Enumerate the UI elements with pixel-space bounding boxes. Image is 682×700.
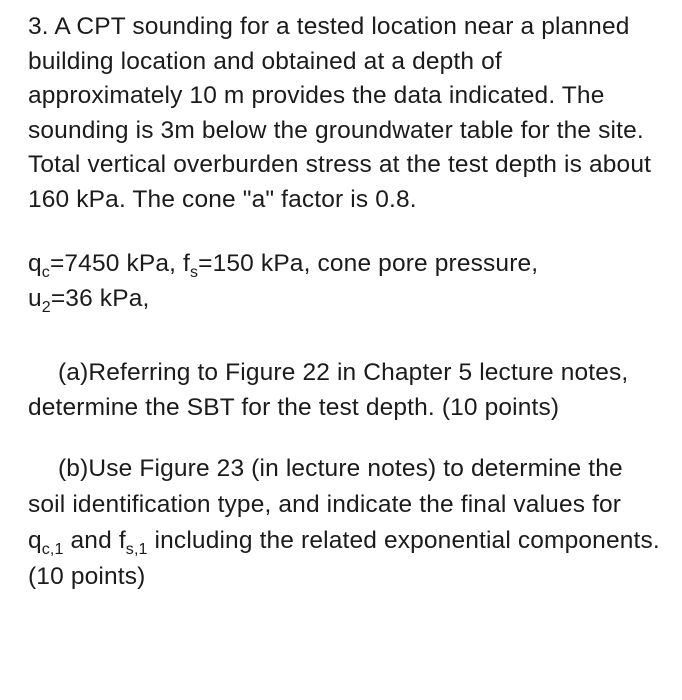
fs1-subscript: s,1 — [125, 541, 148, 558]
part-a-text: (a)Referring to Figure 22 in Chapter 5 lecture notes, determine the SBT for the test depth. (10 points) — [28, 359, 629, 421]
u2-value: =36 kPa, — [50, 284, 150, 312]
fs-symbol: f — [183, 250, 191, 277]
part-b-text-1: (b)Use Figure 23 (in lecture notes) to determine the soil identification type, and indicate the final values for — [28, 455, 623, 518]
u2-subscript: 2 — [41, 298, 51, 316]
part-b-text-2: including the related exponential components. (10 points) — [28, 527, 660, 590]
part-b-and: and — [63, 527, 119, 554]
u2-symbol: u — [28, 284, 42, 312]
part-b-question — [28, 451, 662, 595]
part-a-question — [28, 356, 662, 425]
given-values — [28, 247, 662, 316]
qc-subscript: c — [41, 264, 50, 281]
fs1-symbol: f — [118, 527, 126, 554]
fs-value: =150 kPa, cone pore pressure, — [198, 250, 539, 277]
qc-value: =7450 kPa, — [49, 250, 184, 277]
qc-symbol: q — [28, 250, 42, 277]
problem-intro-text: 3. A CPT sounding for a tested location near a planned building location and obtained at a depth of approximately 10 m provides the data indicated. The sounding is 3m below the groundwater table for the site. Total vertical overburden stress at the test depth is about 160 kPa. The cone "a" factor is 0.8. — [28, 13, 652, 213]
qc1-symbol: q — [28, 527, 42, 554]
fs-subscript: s — [190, 264, 199, 281]
problem-statement — [28, 10, 662, 217]
qc1-subscript: c,1 — [41, 541, 64, 558]
